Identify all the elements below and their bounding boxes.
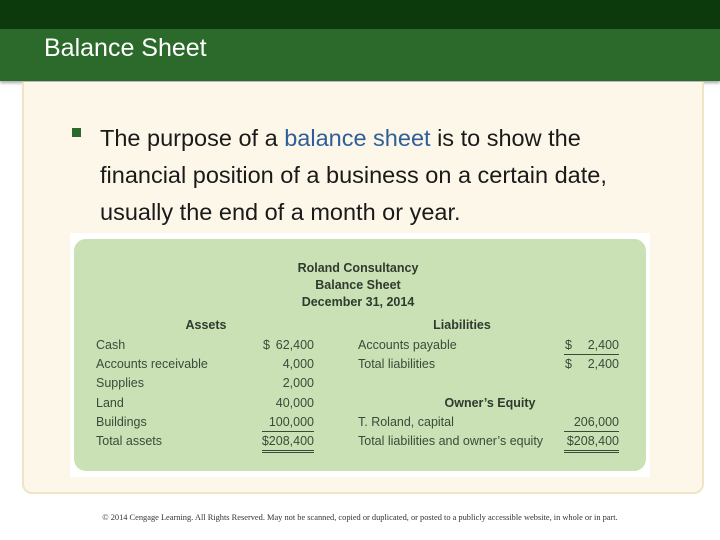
underline [262, 431, 314, 432]
bullet-highlight-term: balance sheet [284, 125, 431, 151]
asset-amount: 40,000 [275, 396, 314, 410]
copyright-footer: © 2014 Cengage Learning. All Rights Reserved. May not be scanned, copied or duplicated, or posted to a publicly accessible website, in whole or in part. [102, 513, 618, 522]
asset-amount: 62,400 [275, 338, 314, 352]
underline [564, 354, 619, 355]
asset-amount: 2,000 [282, 376, 314, 390]
double-underline [564, 450, 619, 451]
asset-amount: 100,000 [268, 415, 314, 429]
bullet-text-after: is to show the financial position of a business on a certain date, usually the end of a month or year. [100, 125, 607, 225]
equity-amount: 206,000 [573, 415, 619, 429]
statement-title: Balance Sheet [315, 278, 401, 292]
double-underline [564, 452, 619, 453]
double-underline [262, 450, 314, 451]
company-name: Roland Consultancy [297, 261, 419, 275]
double-underline [262, 452, 314, 453]
slide-title: Balance Sheet [44, 34, 207, 62]
total-liabilities-equity-label: Total liabilities and owner’s equity [358, 434, 544, 448]
asset-amount: 4,000 [282, 357, 314, 371]
assets-heading: Assets [185, 318, 227, 332]
asset-total-label: Total assets [96, 434, 163, 448]
total-liabilities-equity-amount: $208,400 [566, 434, 619, 448]
title-bar [0, 29, 720, 81]
equity-label: T. Roland, capital [358, 415, 454, 429]
underline [564, 431, 619, 432]
balance-sheet-figure [70, 233, 650, 477]
asset-label: Buildings [96, 415, 147, 429]
asset-label: Land [96, 396, 124, 410]
liability-currency: $ [565, 338, 572, 352]
top-strip [0, 0, 720, 29]
liability-amount: 2,400 [587, 338, 619, 352]
asset-label: Accounts receivable [96, 357, 208, 371]
liability-total-label: Total liabilities [358, 357, 436, 371]
asset-total-amount: $208,400 [261, 434, 314, 448]
asset-label: Supplies [96, 376, 144, 390]
liability-label: Accounts payable [358, 338, 457, 352]
asset-currency: $ [263, 338, 270, 352]
liabilities-heading: Liabilities [433, 318, 491, 332]
statement-date: December 31, 2014 [301, 295, 415, 309]
bullet-text [100, 120, 660, 231]
equity-heading: Owner’s Equity [444, 396, 536, 410]
liability-total-amount: 2,400 [587, 357, 619, 371]
bullet-square-icon [72, 128, 81, 137]
liability-total-currency: $ [565, 357, 572, 371]
bullet-text-before: The purpose of a [100, 125, 285, 151]
asset-label: Cash [96, 338, 126, 352]
balance-sheet-card [74, 239, 646, 471]
